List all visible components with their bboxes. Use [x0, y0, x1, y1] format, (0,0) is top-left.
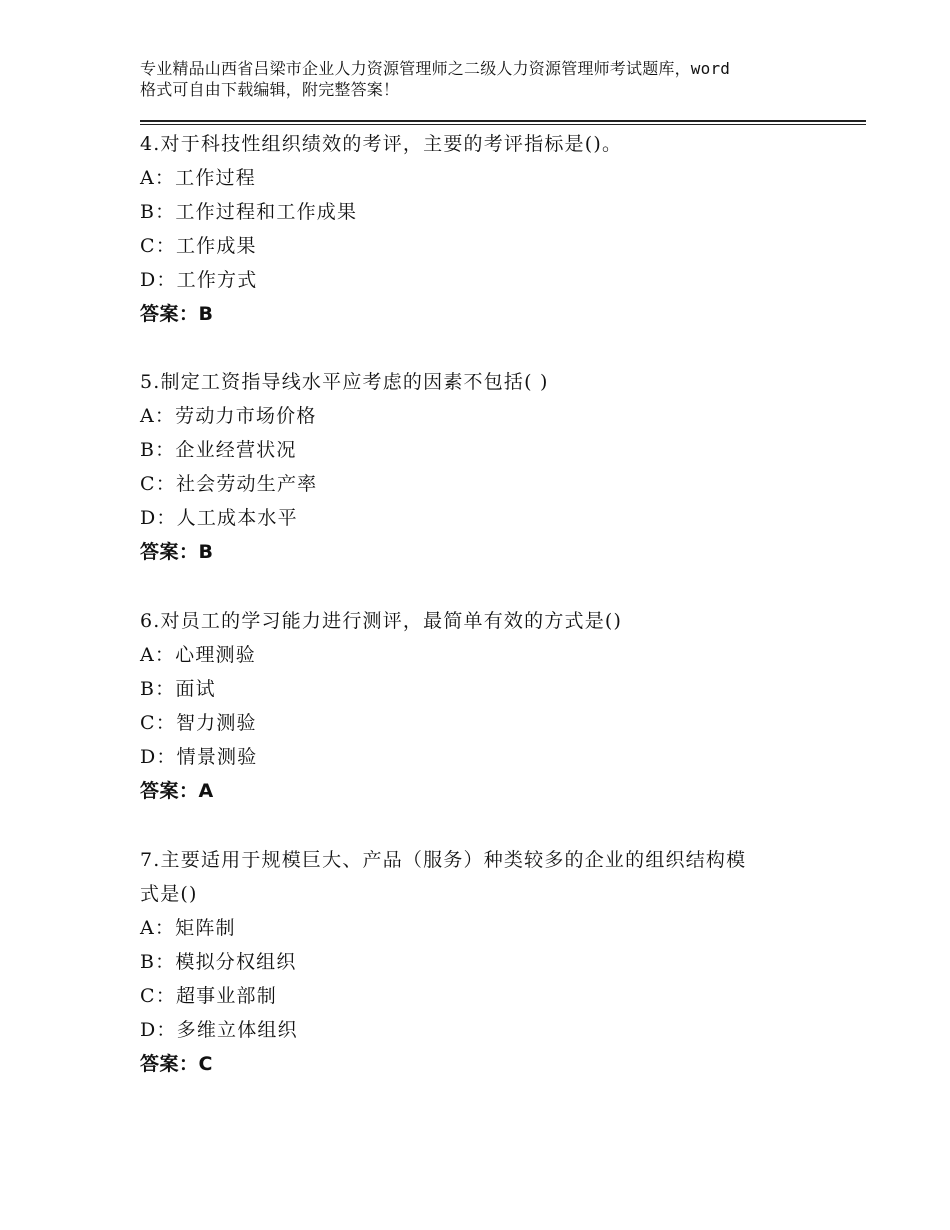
answer: 答案：C	[140, 1053, 213, 1075]
option-d: D：工作方式	[140, 269, 258, 291]
option-d: D：多维立体组织	[140, 1019, 298, 1041]
header-line-1: 专业精品山西省吕梁市企业人力资源管理师之二级人力资源管理师考试题库，word	[140, 59, 731, 78]
question-stem: 6.对员工的学习能力进行测评，最简单有效的方式是()	[140, 610, 623, 632]
answer: 答案：B	[140, 541, 214, 563]
answer: 答案：B	[140, 303, 214, 325]
header-line-2: 格式可自由下载编辑，附完整答案！	[140, 80, 400, 99]
header-divider-thin	[140, 124, 866, 125]
header-divider-thick	[140, 120, 866, 122]
option-c: C：工作成果	[140, 235, 257, 257]
question-5	[140, 365, 840, 569]
option-b: B：面试	[140, 678, 216, 700]
option-c: C：社会劳动生产率	[140, 473, 318, 495]
question-stem: 4.对于科技性组织绩效的考评，主要的考评指标是()。	[140, 133, 623, 155]
option-d: D：情景测验	[140, 746, 258, 768]
question-stem-line-2: 式是()	[140, 883, 198, 905]
option-b: B：工作过程和工作成果	[140, 201, 358, 223]
option-a: A：工作过程	[140, 167, 256, 189]
question-7	[140, 843, 840, 1081]
question-stem: 5.制定工资指导线水平应考虑的因素不包括( )	[140, 371, 549, 393]
option-c: C：智力测验	[140, 712, 257, 734]
question-4	[140, 127, 840, 331]
option-a: A：心理测验	[140, 644, 256, 666]
option-d: D：人工成本水平	[140, 507, 298, 529]
option-a: A：劳动力市场价格	[140, 405, 317, 427]
question-stem-line-1: 7.主要适用于规模巨大、产品（服务）种类较多的企业的组织结构模	[140, 849, 747, 871]
option-a: A：矩阵制	[140, 917, 236, 939]
answer: 答案：A	[140, 780, 214, 802]
question-6	[140, 604, 840, 808]
option-c: C：超事业部制	[140, 985, 277, 1007]
document-header	[140, 58, 840, 100]
option-b: B：企业经营状况	[140, 439, 297, 461]
option-b: B：模拟分权组织	[140, 951, 297, 973]
